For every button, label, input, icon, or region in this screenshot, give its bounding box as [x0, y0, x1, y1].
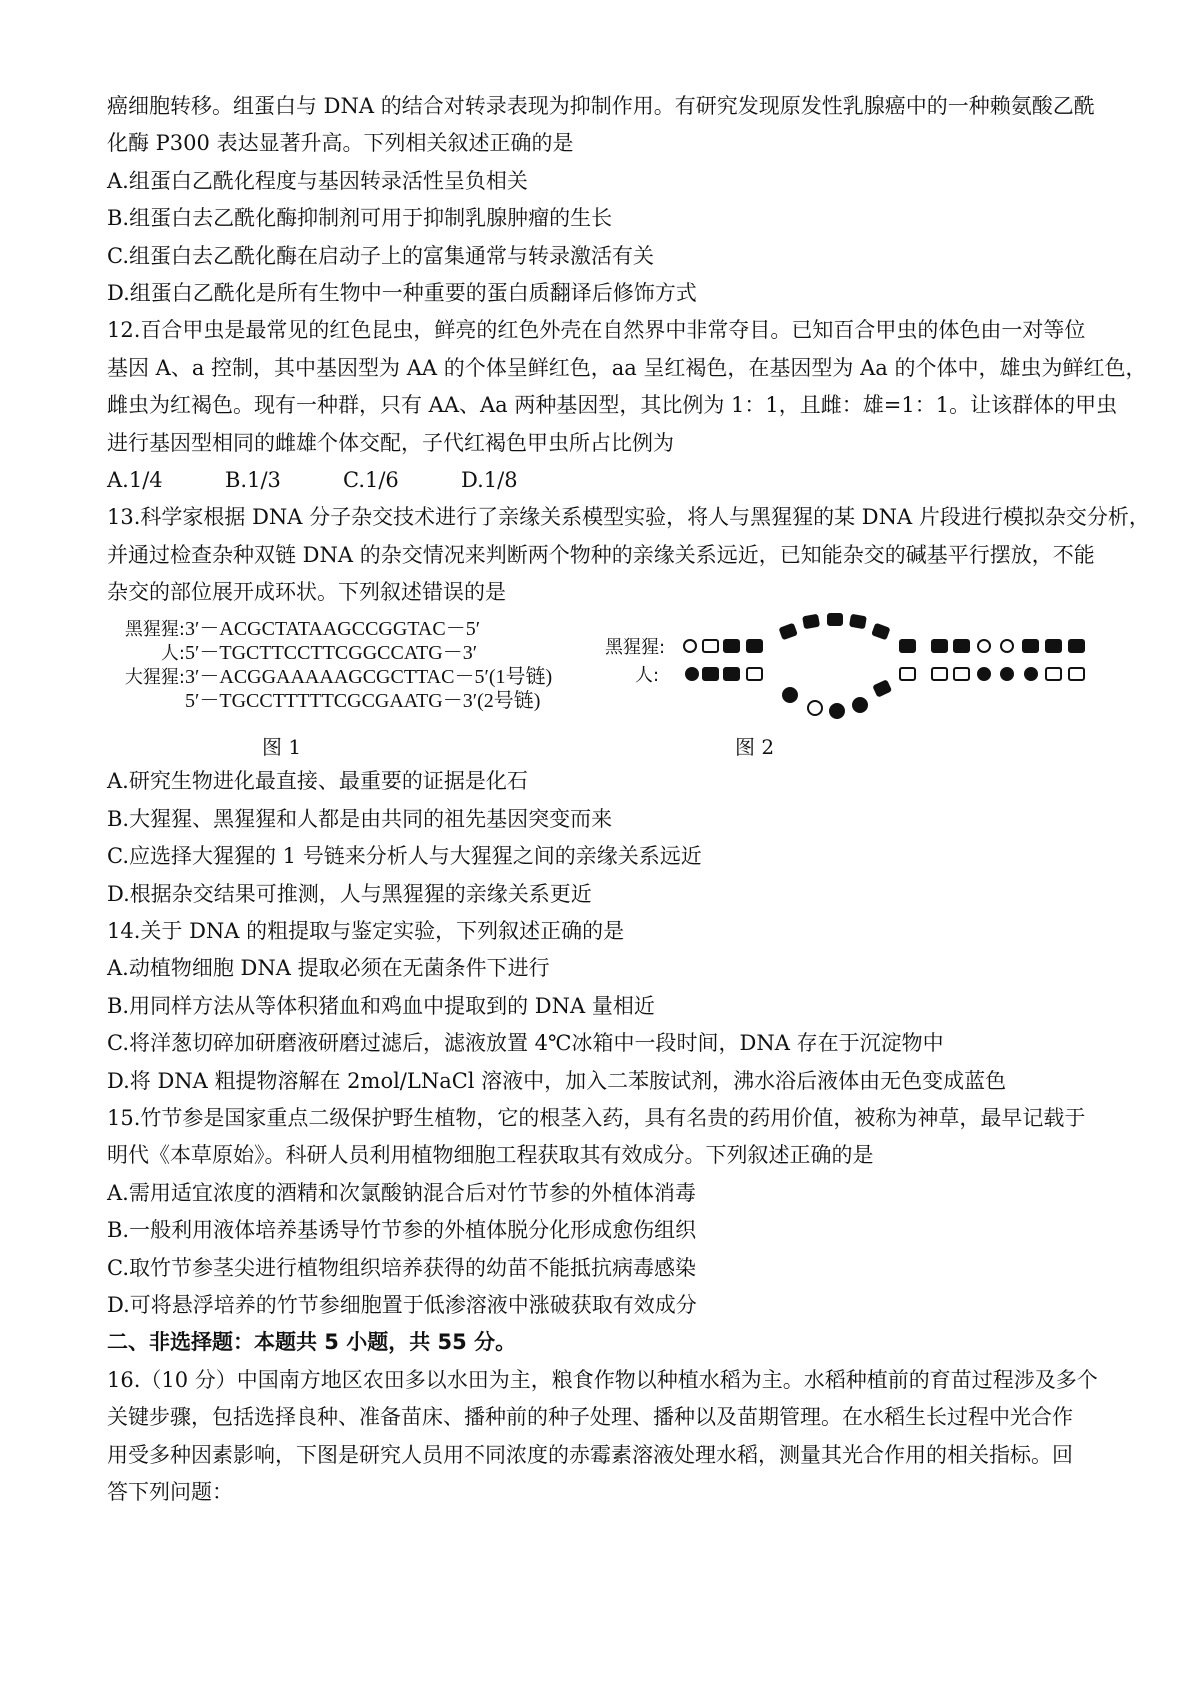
option-b: B.组蛋白去乙酰化酶抑制剂可用于抑制乳腺肿瘤的生长	[107, 206, 613, 231]
sequence-row-human	[107, 641, 552, 665]
sequence-row-gorilla-1	[107, 665, 552, 689]
text-line: 杂交的部位展开成环状。下列叙述错误的是	[107, 580, 506, 605]
sequence-label: 人:	[160, 643, 185, 665]
q13-figures	[107, 613, 1107, 763]
option-c: C.组蛋白去乙酰化酶在启动子上的富集通常与转录激活有关	[107, 243, 654, 268]
option-c: C.1/6	[343, 467, 399, 492]
text-line: 基因 A、a 控制，其中基因型为 AA 的个体呈鲜红色，aa 呈红褐色，在基因型为 Aa 的个体中，雄虫为鲜红色，	[107, 355, 1147, 380]
option-b: B.一般利用液体培养基诱导竹节参的外植体脱分化形成愈伤组织	[107, 1218, 697, 1243]
option-c: C.取竹节参茎尖进行植物组织培养获得的幼苗不能抵抗病毒感染	[107, 1255, 696, 1280]
option-b: B.大猩猩、黑猩猩和人都是由共同的祖先基因突变而来	[107, 806, 613, 831]
q12-stem	[107, 312, 1147, 462]
option-a: A.组蛋白乙酰化程度与基因转录活性呈负相关	[107, 168, 528, 193]
text-line: 13.科学家根据 DNA 分子杂交技术进行了亲缘关系模型实验，将人与黑猩猩的某 DNA 片段进行模拟杂交分析，	[107, 505, 1150, 530]
figure-1-sequences	[107, 617, 552, 713]
figure-2-hybridization	[585, 613, 1117, 723]
option-a: A.1/4	[107, 467, 163, 492]
option-d: D.1/8	[461, 467, 518, 492]
text-line: 癌细胞转移。组蛋白与 DNA 的结合对转录表现为抑制作用。有研究发现原发性乳腺癌中的一种赖氨酸乙酰	[107, 94, 1095, 118]
text-line: 12.百合甲虫是最常见的红色昆虫，鲜亮的红色外壳在自然界中非常夺目。已知百合甲虫的体色由一对等位	[107, 318, 1086, 343]
option-a: A.动植物细胞 DNA 提取必须在无菌条件下进行	[107, 956, 550, 981]
option-a: A.需用适宜浓度的酒精和次氯酸钠混合后对竹节参的外植体消毒	[107, 1180, 696, 1205]
q15-stem	[107, 1100, 1107, 1175]
sequence-label: 大猩猩:	[124, 667, 185, 689]
label-chimp: 黑猩猩:	[605, 637, 666, 659]
text-line: 进行基因型相同的雌雄个体交配，子代红褐色甲虫所占比例为	[107, 430, 674, 455]
option-b: B.1/3	[225, 467, 281, 492]
text-line: 关键步骤，包括选择良种、准备苗床、播种前的种子处理、播种以及苗期管理。在水稻生长过程中光合作	[107, 1405, 1073, 1430]
text-line: 雌虫为红褐色。现有一种群，只有 AA、Aa 两种基因型，其比例为 1：1，且雌：雄=1：1。让该群体的甲虫	[107, 393, 1118, 418]
text-line: 16.（10 分）中国南方地区农田多以水田为主，粮食作物以种植水稻为主。水稻种植前的育苗过程涉及多个	[107, 1367, 1098, 1392]
sequence-text: 5′－TGCCTTTTTCGCGAATG－3′(2号链)	[185, 690, 541, 713]
sequence-row-gorilla-2	[107, 689, 552, 713]
sequence-text: 3′－ACGGAAAAAGCGCTTAC－5′(1号链)	[185, 666, 553, 689]
q11-continuation	[107, 88, 1107, 163]
text-line: 明代《本草原始》。科研人员利用植物细胞工程获取其有效成分。下列叙述正确的是	[107, 1143, 874, 1168]
q14-stem: 14.关于 DNA 的粗提取与鉴定实验，下列叙述正确的是	[107, 919, 625, 944]
q13-stem	[107, 499, 1150, 611]
section-2-heading: 二、非选择题：本题共 5 小题，共 55 分。	[107, 1330, 517, 1355]
option-c: C.应选择大猩猩的 1 号链来分析人与大猩猩之间的亲缘关系远近	[107, 844, 702, 869]
text-line: 答下列问题：	[107, 1479, 233, 1504]
option-c: C.将洋葱切碎加研磨液研磨过滤后，滤液放置 4℃冰箱中一段时间，DNA 存在于沉淀物中	[107, 1031, 944, 1056]
text-line: 化酶 P300 表达显著升高。下列相关叙述正确的是	[107, 131, 574, 156]
figure-1-caption: 图 1	[262, 735, 302, 760]
text-line: 并通过检查杂种双链 DNA 的杂交情况来判断两个物种的亲缘关系远近，已知能杂交的碱基平行摆放，不能	[107, 542, 1095, 567]
sequence-text: 3′－ACGCTATAAGCCGGTAC－5′	[185, 618, 481, 641]
q11-options	[107, 163, 1107, 313]
hybridization-diagram	[585, 613, 1117, 723]
text-line: 15.竹节参是国家重点二级保护野生植物，它的根茎入药，具有名贵的药用价值，被称为神草，最早记载于	[107, 1105, 1086, 1130]
figure-2-caption: 图 2	[735, 735, 775, 760]
sequence-text: 5′－TGCTTCCTTCGGCCATG－3′	[185, 642, 478, 665]
sequence-row-chimp	[107, 617, 552, 641]
option-d: D.将 DNA 粗提物溶解在 2mol/LNaCl 溶液中，加入二苯胺试剂，沸水浴后液体由无色变成蓝色	[107, 1068, 1007, 1093]
option-a: A.研究生物进化最直接、最重要的证据是化石	[107, 769, 528, 794]
sequence-label: 黑猩猩:	[124, 619, 185, 641]
option-d: D.组蛋白乙酰化是所有生物中一种重要的蛋白质翻译后修饰方式	[107, 280, 697, 305]
exam-page	[107, 88, 1150, 1511]
q13-options	[107, 763, 1107, 913]
option-b: B.用同样方法从等体积猪血和鸡血中提取到的 DNA 量相近	[107, 993, 655, 1018]
q12-options	[107, 462, 1107, 499]
label-human: 人:	[635, 665, 660, 687]
q14-options	[107, 950, 1107, 1100]
option-d: D.可将悬浮培养的竹节参细胞置于低渗溶液中涨破获取有效成分	[107, 1292, 697, 1317]
option-d: D.根据杂交结果可推测，人与黑猩猩的亲缘关系更近	[107, 881, 592, 906]
q15-options	[107, 1175, 1107, 1325]
q16-stem	[107, 1362, 1107, 1512]
text-line: 用受多种因素影响，下图是研究人员用不同浓度的赤霉素溶液处理水稻，测量其光合作用的相关指标。回	[107, 1442, 1073, 1467]
